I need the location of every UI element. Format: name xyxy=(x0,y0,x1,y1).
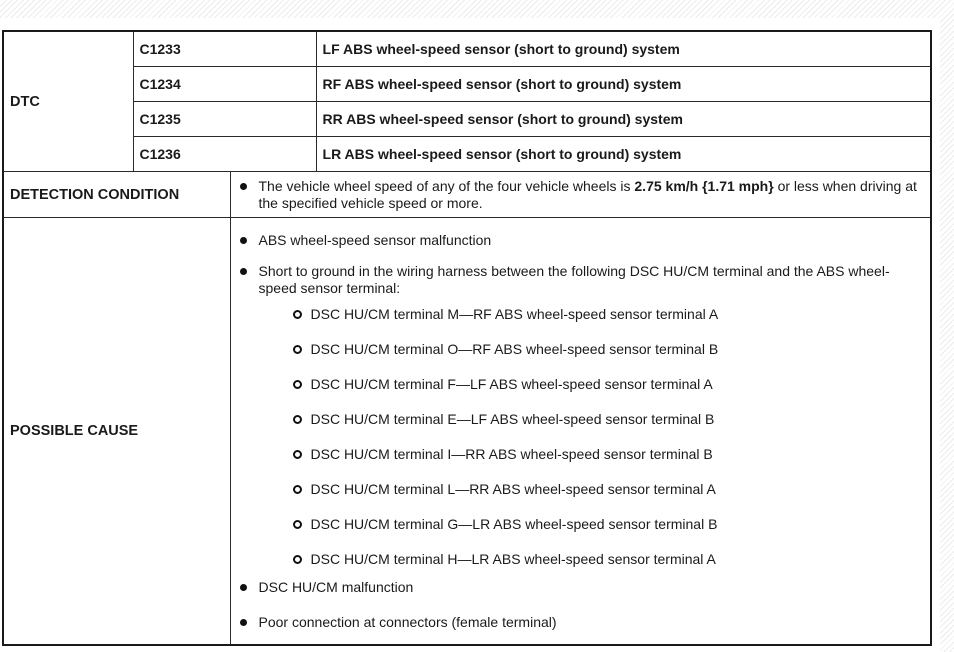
terminal-item-text: DSC HU/CM terminal F—LF ABS wheel-speed sensor terminal A xyxy=(310,375,713,392)
circle-bullet-icon xyxy=(293,555,302,564)
terminal-list xyxy=(237,297,925,577)
circle-bullet-icon xyxy=(293,520,302,529)
terminal-item-text: DSC HU/CM terminal L—RR ABS wheel-speed sensor terminal A xyxy=(310,480,716,497)
terminal-item-text: DSC HU/CM terminal H—LR ABS wheel-speed sensor terminal A xyxy=(310,550,716,567)
list-item xyxy=(237,542,925,577)
circle-bullet-icon xyxy=(293,415,302,424)
table-row xyxy=(3,137,931,172)
table-row xyxy=(3,218,931,646)
bullet-icon xyxy=(240,183,247,190)
circle-bullet-icon xyxy=(293,380,302,389)
table-row xyxy=(3,67,931,102)
detection-text-before: The vehicle wheel speed of any of the four vehicle wheels is xyxy=(258,177,635,194)
list-item xyxy=(237,507,925,542)
dtc-description: LR ABS wheel-speed sensor (short to ground) system xyxy=(316,137,931,172)
table-row xyxy=(3,172,931,218)
list-item xyxy=(237,178,925,212)
detection-condition-label: DETECTION CONDITION xyxy=(3,172,230,218)
list-item xyxy=(237,263,925,297)
detection-condition-value xyxy=(230,172,931,218)
possible-cause-label: POSSIBLE CAUSE xyxy=(3,218,230,646)
possible-cause-value xyxy=(230,218,931,646)
circle-bullet-icon xyxy=(293,450,302,459)
terminal-item-text: DSC HU/CM terminal O—RF ABS wheel-speed sensor terminal B xyxy=(310,340,719,357)
cause-item-text: Poor connection at connectors (female terminal) xyxy=(258,613,557,630)
table-row xyxy=(3,102,931,137)
dtc-description: LF ABS wheel-speed sensor (short to ground) system xyxy=(316,31,931,67)
dtc-description: RF ABS wheel-speed sensor (short to ground) system xyxy=(316,67,931,102)
terminal-item-text: DSC HU/CM terminal I—RR ABS wheel-speed sensor terminal B xyxy=(310,445,713,462)
detection-text-after: or less when driving at the specified vehicle speed or more. xyxy=(258,177,917,211)
cause-item-text: Short to ground in the wiring harness between the following DSC HU/CM terminal and the ABS wheel-speed sensor terminal: xyxy=(258,262,890,296)
dtc-label: DTC xyxy=(3,31,133,172)
dtc-code: C1234 xyxy=(133,67,316,102)
list-item xyxy=(237,332,925,367)
dtc-code: C1235 xyxy=(133,102,316,137)
cause-item-text: DSC HU/CM malfunction xyxy=(258,578,414,595)
list-item xyxy=(237,614,925,631)
dtc-code: C1233 xyxy=(133,31,316,67)
detection-threshold: 2.75 km/h {1.71 mph} xyxy=(634,177,774,194)
list-item xyxy=(237,297,925,332)
cause-item-text: ABS wheel-speed sensor malfunction xyxy=(258,231,492,248)
list-item xyxy=(237,437,925,472)
list-item xyxy=(237,402,925,437)
dtc-description: RR ABS wheel-speed sensor (short to ground) system xyxy=(316,102,931,137)
bullet-icon xyxy=(240,237,247,244)
circle-bullet-icon xyxy=(293,310,302,319)
terminal-item-text: DSC HU/CM terminal E—LF ABS wheel-speed sensor terminal B xyxy=(310,410,715,427)
list-item xyxy=(237,579,925,596)
list-item xyxy=(237,232,925,249)
dtc-table xyxy=(2,30,932,646)
list-item xyxy=(237,367,925,402)
bullet-icon xyxy=(240,584,247,591)
circle-bullet-icon xyxy=(293,485,302,494)
table-row xyxy=(3,31,931,67)
dtc-code: C1236 xyxy=(133,137,316,172)
circle-bullet-icon xyxy=(293,345,302,354)
terminal-item-text: DSC HU/CM terminal M—RF ABS wheel-speed sensor terminal A xyxy=(310,305,719,322)
terminal-item-text: DSC HU/CM terminal G—LR ABS wheel-speed sensor terminal B xyxy=(310,515,718,532)
document-sheet xyxy=(0,18,940,652)
bullet-icon xyxy=(240,619,247,626)
list-item xyxy=(237,472,925,507)
bullet-icon xyxy=(240,268,247,275)
